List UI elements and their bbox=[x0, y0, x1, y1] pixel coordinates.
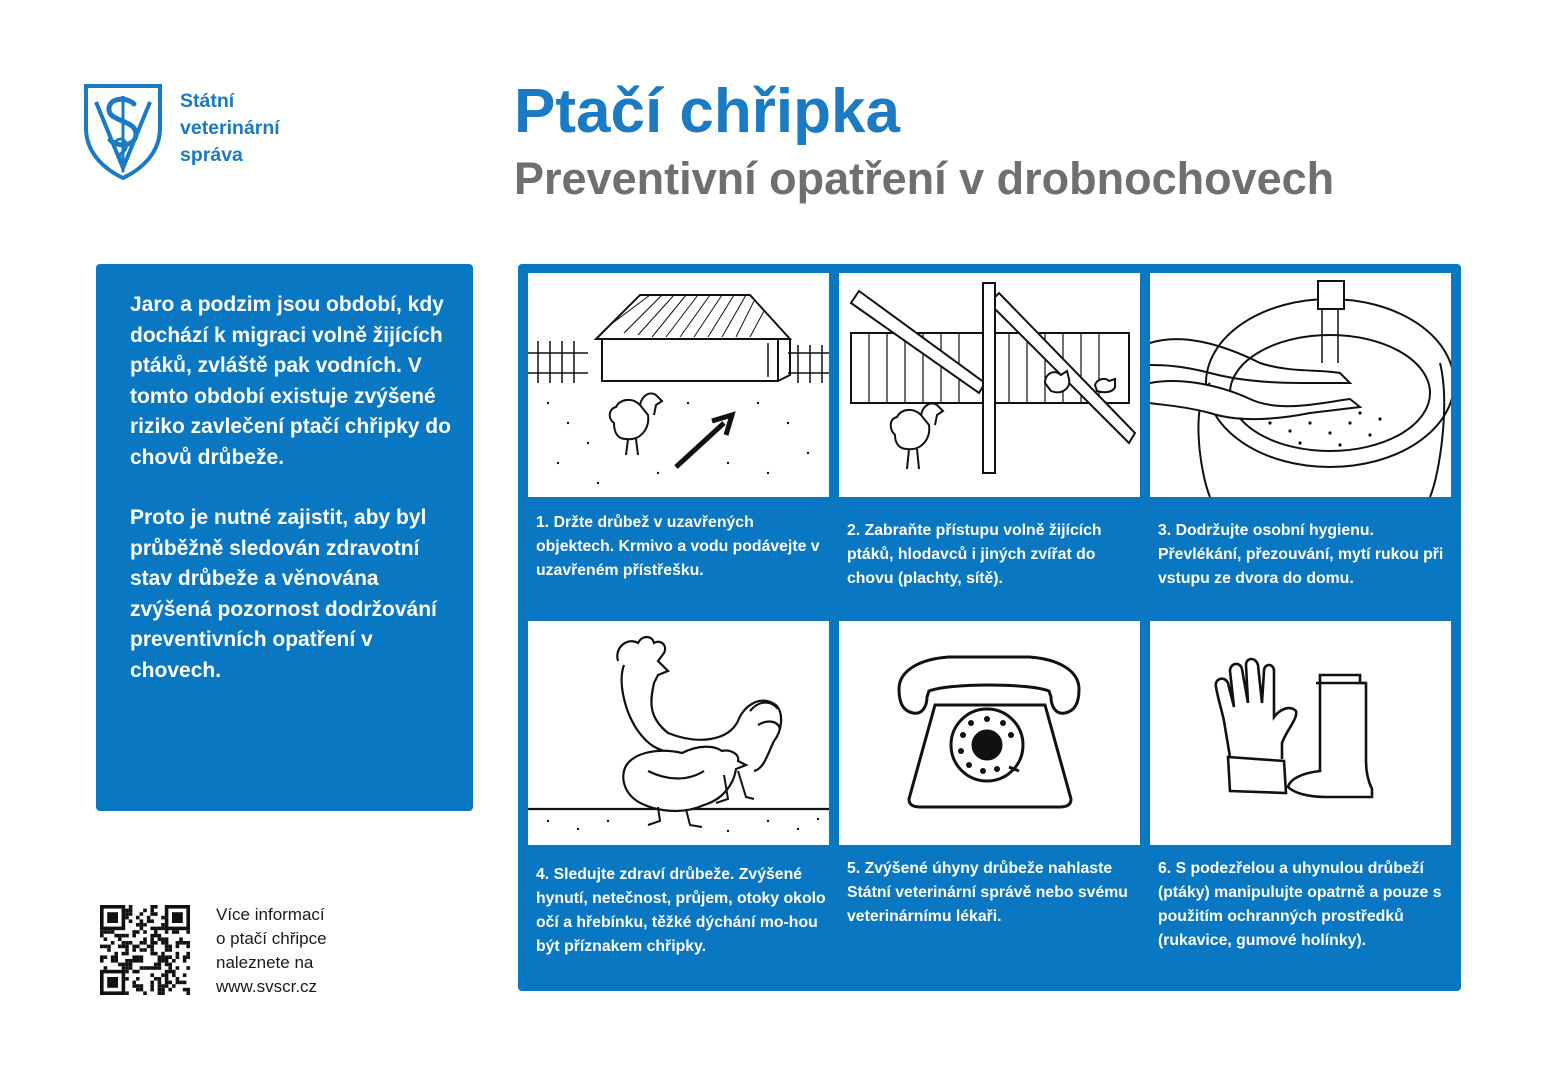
measure-text: 2. Zabraňte přístupu volně žijících ptáků, hlodavců i jiných zvířat do chovu (plachty, sítě). bbox=[847, 522, 1102, 587]
intro-paragraph: Proto je nutné zajistit, aby byl průběžně sledován zdravotní stav drůbeže a věnována zvýšená pozornost dodržování preventivních opatření v chovech. bbox=[130, 506, 437, 682]
qr-code bbox=[100, 905, 190, 995]
measure-text: 5. Zvýšené úhyny drůbeže nahlaste Státní veterinární správě nebo svému veterinárnímu lékaři. bbox=[847, 860, 1128, 925]
more-info bbox=[216, 903, 327, 999]
more-info-line: Více informací bbox=[216, 905, 325, 924]
measure-text: 1. Držte drůbež v uzavřených objektech. Krmivo a vodu podávejte v uzavřeném přístřešku. bbox=[536, 514, 820, 579]
svs-logo bbox=[82, 82, 322, 186]
website-link[interactable]: www.svscr.cz bbox=[216, 977, 318, 996]
measure-text: 3. Dodržujte osobní hygienu. Převlékání, přezouvání, mytí rukou při vstupu ze dvora do domu. bbox=[1158, 522, 1444, 587]
logo-line: správa bbox=[180, 144, 243, 166]
measure-illustration bbox=[528, 621, 829, 845]
qr-code-icon bbox=[100, 905, 190, 995]
rotary-phone-icon bbox=[839, 621, 1140, 845]
page-title: Ptačí chřipka bbox=[514, 77, 900, 146]
svs-shield-logo-icon bbox=[82, 82, 164, 182]
more-info-line: naleznete na bbox=[216, 953, 314, 972]
measures-grid bbox=[518, 264, 1461, 991]
more-info-line: o ptačí chřipce bbox=[216, 929, 327, 948]
measure-text: 6. S podezřelou a uhynulou drůbeží (ptáky) manipulujte opatrně a pouze s použitím ochranných prostředků (rukavice, gumové holínky). bbox=[1158, 860, 1442, 949]
hand-washing-icon bbox=[1150, 273, 1451, 497]
intro-box bbox=[96, 264, 473, 811]
page-subtitle: Preventivní opatření v drobnochovech bbox=[514, 153, 1335, 204]
chicken-coop-icon bbox=[528, 273, 829, 497]
hen-and-rooster-icon bbox=[528, 621, 829, 845]
fenced-chicken-icon bbox=[839, 273, 1140, 497]
measure-illustration bbox=[839, 621, 1140, 845]
measure-illustration bbox=[1150, 273, 1451, 497]
logo-wordmark bbox=[180, 88, 280, 169]
measure-illustration bbox=[1150, 621, 1451, 845]
measure-illustration bbox=[839, 273, 1140, 497]
logo-line: Státní bbox=[180, 90, 235, 112]
intro-paragraph: Jaro a podzim jsou období, kdy dochází k migraci volně žijících ptáků, zvláště pak vodních. V tomto období existuje zvýšené riziko zavlečení ptačí chřipky do chovů drůbeže. bbox=[130, 293, 451, 469]
measure-illustration bbox=[528, 273, 829, 497]
glove-and-boot-icon bbox=[1150, 621, 1451, 845]
measure-text: 4. Sledujte zdraví drůbeže. Zvýšené hynutí, netečnost, průjem, otoky okolo očí a hřebínku, těžké dýchání mo-hou být příznakem chřipky. bbox=[536, 866, 826, 955]
logo-line: veterinární bbox=[180, 117, 280, 139]
